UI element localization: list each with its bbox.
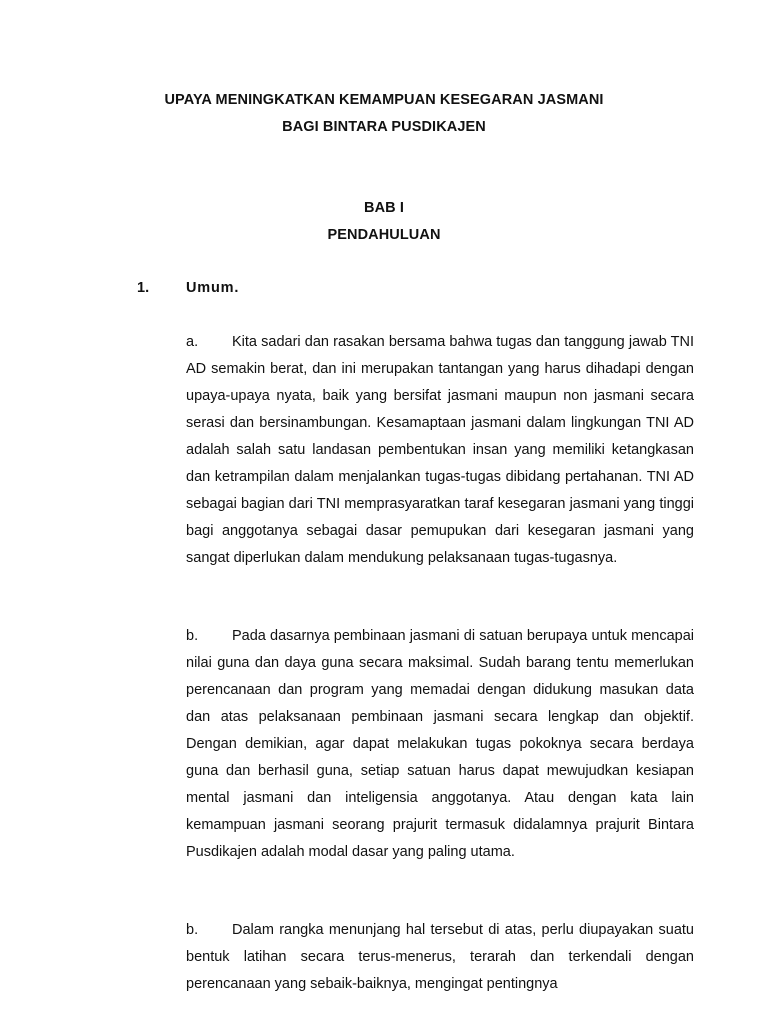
paragraph-a — [186, 329, 694, 572]
document-title-line-2: BAGI BINTARA PUSDIKAJEN — [282, 119, 486, 135]
paragraph-text: Dalam rangka menunjang hal tersebut di atas, perlu diupayakan suatu bentuk latihan secara terus-menerus, terarah dan terkendali dengan perencanaan yang sebaik-baiknya, mengingat pentingnya — [186, 922, 694, 992]
paragraph-text: Pada dasarnya pembinaan jasmani di satuan berupaya untuk mencapai nilai guna dan daya guna secara maksimal. Sudah barang tentu memerlukan perencanaan dan program yang memadai dengan didukung masukan data dan atas pelaksanaan pembinaan jasmani secara lengkap dan objektif. Dengan demikian, agar dapat melakukan tugas pokoknya secara berdaya guna dan berhasil guna, setiap satuan harus dapat mewujudkan kesiapan mental jasmani dan inteligensia anggotanya. Atau dengan kata lain kemampuan jasmani seorang prajurit termasuk didalamnya prajurit Bintara Pusdikajen adalah modal dasar yang paling utama. — [186, 628, 694, 860]
chapter-number: BAB I — [364, 200, 404, 216]
paragraph-label: b. — [186, 922, 199, 938]
paragraph-text: Kita sadari dan rasakan bersama bahwa tugas dan tanggung jawab TNI AD semakin berat, dan ini merupakan tantangan yang harus dihadapi dengan upaya-upaya nyata, baik yang bersifat jasmani maupun non jasmani secara serasi dan bersinambungan. Kesamaptaan jasmani dalam lingkungan TNI AD adalah salah satu landasan pembentukan insan yang memiliki ketangkasan dan ketrampilan dalam menjalankan tugas-tugas dibidang pertahanan. TNI AD sebagai bagian dari TNI memprasyaratkan taraf kesegaran jasmani yang tinggi bagi anggotanya sebagai dasar pemupukan dari kesegaran jasmani yang sangat diperlukan dalam mendukung pelaksanaan tugas-tugasnya. — [186, 334, 694, 566]
paragraph-b-second — [186, 917, 694, 998]
section-number: 1. — [137, 280, 150, 296]
paragraph-label: a. — [186, 334, 199, 350]
document-title-line-1: UPAYA MENINGKATKAN KEMAMPUAN KESEGARAN JASMANI — [164, 92, 604, 108]
paragraph-b — [186, 623, 694, 866]
section-title: Umum. — [186, 280, 240, 296]
paragraph-label: b. — [186, 628, 199, 644]
chapter-title: PENDAHULUAN — [327, 227, 441, 243]
